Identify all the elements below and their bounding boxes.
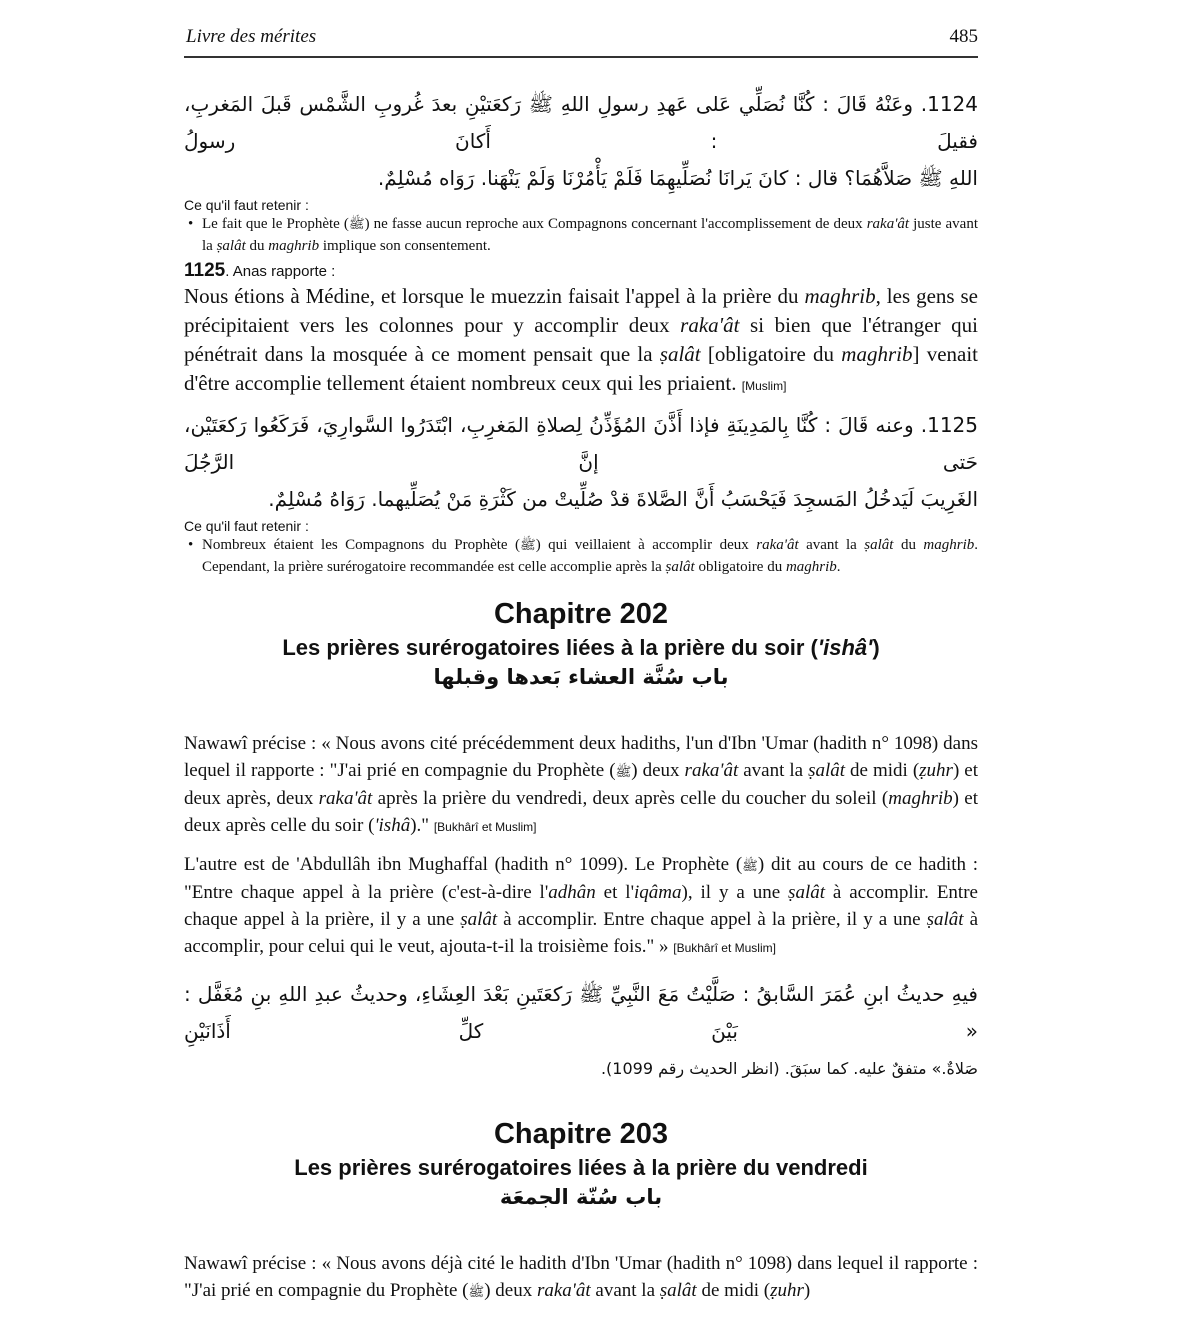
bullet-icon: • (188, 216, 194, 232)
chapter-subtitle: Les prières surérogatoires liées à la prière du vendredi (294, 1155, 868, 1180)
chapter-203-body (184, 1250, 978, 1305)
salutation-glyph: ﷺ (520, 537, 536, 552)
paragraph: Nawawî précise : « Nous avons déjà cité le hadith d'Ibn 'Umar (hadith n° 1098) dans lequel il rapporte : "J'ai prié en compagnie du Prophète (ﷺ) deux raka'ât avant la ṣalât de midi (ẓuhr) (184, 1253, 978, 1301)
hadith-1124 (184, 86, 978, 257)
salutation-glyph: ﷺ (348, 216, 365, 231)
hadith-heading: 1125. Anas rapporte : (184, 260, 336, 281)
hadith-1125-arabic (184, 407, 978, 518)
chapter-202-body (184, 730, 978, 1087)
source-ref: [Bukhârî et Muslim] (433, 820, 537, 834)
page-number: 485 (949, 26, 978, 47)
chapter-202-heading (184, 598, 978, 689)
source-ref: [Bukhârî et Muslim] (673, 941, 776, 955)
arabic-line: الغَرِيبَ لَيَدخُلُ المَسجِدَ فَيَحْسَبُ أَنَّ الصَّلاةَ قدْ صُلِّيتْ من كَثْرَةِ مَنْ يُصَلِّيهما. رَوَاهُ مُسْلِمٌ. (268, 487, 978, 511)
chapter-arabic-title: باب سُنَّة العشاء بَعدها وقبلها (433, 665, 729, 689)
salutation-glyph: ﷺ (615, 764, 632, 779)
book-title: Livre des mérites (186, 26, 317, 47)
arabic-line: صَلاةٌ.» متفقٌ عليه. كما سبَقَ. (انظر الحديث رقم 1099). (600, 1059, 978, 1078)
arabic-line: 1124. وعَنْهُ قَالَ : كُنَّا نُصَلِّي عَلى عَهدِ رسولِ اللهِ ﷺ رَكعَتيْنِ بعدَ غُروبِ الشَّمْس قَبلَ المَغربِ، فقيلَ : أَكانَ رسولُ (184, 92, 978, 153)
chapter-subtitle: Les prières surérogatoires liées à la prière du soir ('ishâ') (282, 635, 880, 660)
hadith-number: 1125 (184, 260, 226, 281)
source-ref: [Muslim] (741, 379, 787, 393)
arabic-line: اللهِ ﷺ صَلاَّهُمَا؟ قال : كانَ يَرانَا نُصَلِّيهِمَا فَلَمْ يَأْمُرْنَا وَلَمْ يَنْهَنا. رَوَاه مُسْلِمٌ. (377, 166, 978, 190)
paragraph: L'autre est de 'Abdullâh ibn Mughaffal (hadith n° 1099). Le Prophète (ﷺ) dit au cours de ce hadith : "Entre chaque appel à la prière (c'est-à-dire l'adhân et l'iqâma), il y a une ṣalât à accomplir. Entre chaque appel à la prière, il y a une ṣalât à accomplir. Entre chaque appel à la prière, il y a une ṣalât à accomplir, pour celui qui le veut, ajouta-t-il la troisième fois." » [Bukhârî et Muslim] (184, 854, 979, 957)
salutation-glyph: ﷺ (468, 1284, 485, 1299)
header-rule (184, 56, 978, 58)
bullet-icon: • (188, 537, 194, 553)
retenir-bullet: • Nombreux étaient les Compagnons du Prophète (ﷺ) qui veillaient à accomplir deux raka'ât avant la ṣalât du maghrib. Cependant, la prière surérogatoire recommandée est celle accomplie après la ṣalât obligatoire du maghrib. (184, 534, 978, 578)
chapter-number: Chapitre 202 (493, 598, 669, 630)
paragraph: Nawawî précise : « Nous avons cité précédemment deux hadiths, l'un d'Ibn 'Umar (hadith n° 1098) dans lequel il rapporte : "J'ai prié en compagnie du Prophète (ﷺ) deux raka'ât avant la ṣalât de midi (ẓuhr) et deux après, deux raka'ât après la prière du vendredi, deux après celle du coucher du soleil (maghrib) et deux après celle du soir ('ishâ)." [Bukhârî et Muslim] (184, 733, 978, 836)
chapter-arabic-title: باب سُنّة الجمعَة (499, 1185, 663, 1209)
hadith-translation: Nous étions à Médine, et lorsque le muezzin faisait l'appel à la prière du maghrib, les gens se précipitaient vers les colonnes pour y accomplir deux raka'ât si bien que l'étranger qui pénétrait dans la mosquée à ce moment pensait que la ṣalât [obligatoire du maghrib] venait d'être accomplie tellement étaient nombreux ceux qui les priaient. [Muslim] (184, 284, 978, 395)
salutation-glyph: ﷺ (742, 858, 758, 873)
chapter-number: Chapitre 203 (493, 1118, 669, 1150)
retenir-label: Ce qu'il faut retenir : (184, 197, 309, 213)
retenir-bullet: • Le fait que le Prophète (ﷺ) ne fasse aucun reproche aux Compagnons concernant l'accomplissement de deux raka'ât juste avant la ṣalât du maghrib implique son consentement. (184, 213, 978, 257)
arabic-line: 1125. وعنه قَالَ : كُنَّا بِالمَدِينَةِ فإذا أَذَّنَ المُؤَذِّنُ لِصلاةِ المَغرِبِ، ابْتَدَرُوا السَّوارِيَ، فَرَكَعُوا رَكعَتَيْن، حَتى إنَّ الرَّجُلَ (184, 413, 978, 474)
running-header (184, 26, 978, 56)
chapter-202-arabic (184, 976, 978, 1087)
retenir-label: Ce qu'il faut retenir : (184, 518, 309, 534)
hadith-1125 (184, 260, 978, 578)
chapter-203-heading (184, 1118, 978, 1209)
arabic-line: فيهِ حديثُ ابنِ عُمَرَ السَّابقُ : صَلَّيْتُ مَعَ النَّبِيِّ ﷺ رَكعَتَينِ بَعْدَ العِشَاءِ، وحديثُ عبدِ اللهِ بنِ مُغَفَّل : « بَيْنَ كلِّ أَذَانَيْنِ (184, 982, 978, 1043)
hadith-1124-arabic (184, 86, 978, 197)
